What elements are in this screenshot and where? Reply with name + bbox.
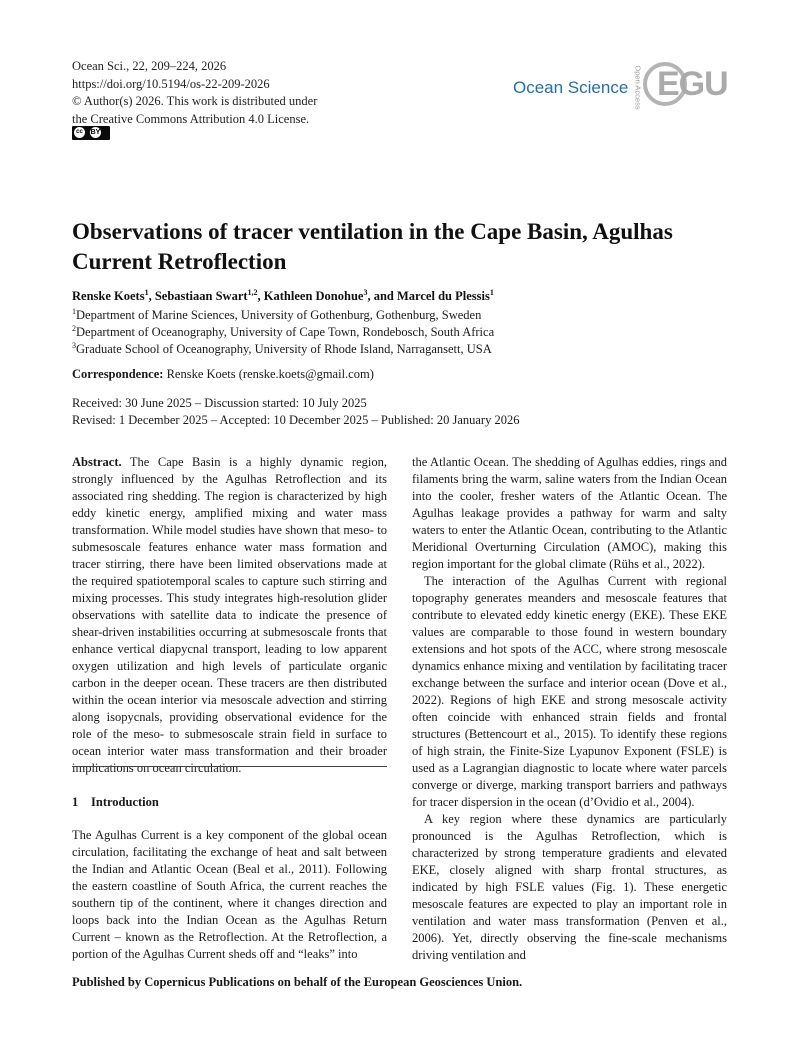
cc-icon: cc [74,127,85,138]
affiliation: $^2$Department of Oceanography, University of Cape Town, Rondebosch, South Africa [72,323,495,339]
abstract-divider [72,766,387,767]
journal-name: Ocean Science [513,78,629,97]
doi-link[interactable]: https://doi.org/10.5194/os-22-209-2026 [72,76,270,91]
author-name: Marcel du Plessis [397,289,490,303]
publication-dates [72,395,519,429]
egu-logo-icon: EGU [643,62,729,114]
section-heading: 1 Introduction [72,795,159,809]
affiliation: $^1$Department of Marine Sciences, University of Gothenburg, Gothenburg, Sweden [72,306,482,322]
paragraph: the Atlantic Ocean. The shedding of Agulhas eddies, rings and filaments bring the warm, saline waters from the Indian Ocean into the cooler, fresher waters of the Atlantic Ocean. The Agulhas leakage provides a pathway for warm and salty waters to enter the Atlantic Ocean, contributing to the Atlantic Meridional Overturning Circulation (AMOC), making this region important for the global climate (Rühs et al., 2022). [412,455,727,571]
correspondence [72,367,374,382]
intro-text [72,827,387,963]
correspondence-label: Correspondence: [72,367,164,381]
article-metadata [72,58,317,128]
copyright-line: © Author(s) 2026. This work is distributed under [72,94,318,108]
abstract-text: The Cape Basin is a highly dynamic region, strongly influenced by the Agulhas Retroflection and its associated ring shedding. The region is characterized by high eddy kinetic energy, amplified mixing and water mass transformation. While model studies have shown that meso- to submesoscale features enhance water mass formation and tracer stirring, there have been limited observations made at the required spatiotemporal scales to capture such stirring and mixing processes. This study integrates high-resolution glider observations with satellite data to indicate the presence of shear-driven instabilities occurring at submesoscale fronts that enhance vertical diapycnal transport, leading to low apparent oxygen utilization and high levels of particulate organic carbon in the deeper ocean. These tracers are then distributed within the ocean interior via mesoscale advection and stirring along isopycnals, providing observational evidence for the role of the meso- to submesoscale strain field in surface to ocean interior water mass transformation and their broader implications on ocean circulation. [72,455,387,775]
publisher-footer: Published by Copernicus Publications on behalf of the European Geosciences Union. [72,975,523,989]
open-access-label: Open Access [633,65,643,110]
correspondence-text: Renske Koets (renske.koets@gmail.com) [166,367,374,381]
affiliation: $^3$Graduate School of Oceanography, University of Rhode Island, Narragansett, USA [72,340,492,356]
author-list: Renske Koets$^1$, Sebastiaan Swart$^{1,2}$, Kathleen Donohue$^3$, and Marcel du Plessis$^1$ [72,287,494,303]
dates-line: Received: 30 June 2025 – Discussion started: 10 July 2025 [72,396,367,410]
paper-title: Observations of tracer ventilation in the Cape Basin, Agulhas Current Retroflection [72,219,673,274]
cc-by-license-icon[interactable] [72,126,110,140]
by-icon: BY [90,129,101,136]
license-line: the Creative Commons Attribution 4.0 License. [72,111,310,126]
paragraph: The Agulhas Current is a key component of the global ocean circulation, facilitating the exchange of heat and salt between the Indian and Atlantic Ocean (Beal et al., 2011). Following the eastern coastline of South Africa, the current reaches the southern tip of the continent, where it changes direction and loops back into the Indian Ocean as the Agulhas Return Current – known as the Retroflection. At the Retroflection, a portion of the Agulhas Current sheds off and “leaks” into [72,828,387,961]
right-column-text [412,454,727,964]
author-name: Kathleen Donohue [263,289,364,303]
abstract-label: Abstract. [72,455,122,469]
paragraph: A key region where these dynamics are particularly pronounced is the Agulhas Retroflection, which is characterized by strong temperature gradients and elevated EKE, closely aligned with sharp frontal structures, as indicated by high FSLE values (Fig. 1). These energetic mesoscale features are expected to play an important role in ventilation and water mass transformation (Penven et al., 2006). Yet, directly observing the fine-scale mechanisms driving ventilation and [412,812,727,962]
author-name: Sebastiaan Swart [154,289,248,303]
author-name: Renske Koets [72,289,145,303]
abstract [72,454,387,777]
dates-line: Revised: 1 December 2025 – Accepted: 10 December 2025 – Published: 20 January 2026 [72,413,520,427]
affiliation-list [72,307,494,358]
citation: Ocean Sci., 22, 209–224, 2026 [72,59,227,73]
paragraph: The interaction of the Agulhas Current with regional topography generates meanders and mesoscale features that contribute to elevated eddy kinetic energy (EKE). These EKE values are comparable to those found in western boundary extensions and hot spots of the ACC, where strong mesoscale dynamics enhance mixing and ventilation by facilitating tracer exchange between the surface and interior ocean (Dove et al., 2022). Regions of high EKE and strong mesoscale activity often coincide with enhanced strain fields and frontal structures (Bettencourt et al., 2015). To identify these regions of high strain, the Finite-Size Lyapunov Exponent (FSLE) is used as a Lagrangian diagnostic to locate where water parcels converge or diverge, marking transport barriers and pathways for tracer dispersion in the ocean (d’Ovidio et al., 2004). [412,574,727,809]
